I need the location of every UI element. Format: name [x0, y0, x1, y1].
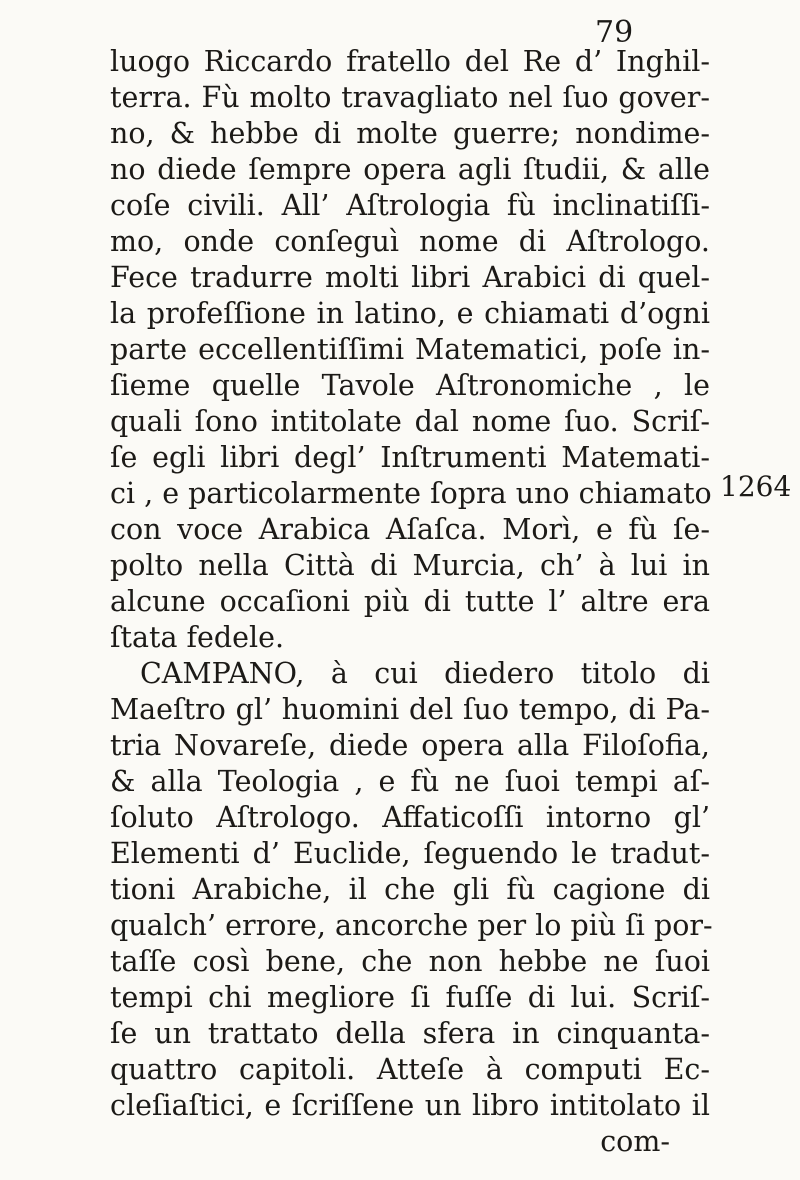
text-line: con voce Arabica Aſaſca. Morì, e fù ſe-: [110, 513, 710, 546]
text-line: tioni Arabiche, il che gli fù cagione di: [110, 873, 710, 906]
text-line: Fece tradurre molti libri Arabici di quel-: [110, 261, 710, 294]
text-line: ſe egli libri degl’ Inſtrumenti Matemati-: [110, 441, 710, 474]
text-line: ſoluto Aſtrologo. Affaticoſſi intorno gl’: [110, 801, 710, 834]
text-line: & alla Teologia , e fù ne ſuoi tempi aſ-: [110, 765, 710, 798]
text-line: tria Novareſe, diede opera alla Filoſofia,: [110, 729, 710, 762]
text-line: Maeſtro gl’ huomini del ſuo tempo, di Pa-: [110, 693, 710, 726]
catchword: com-: [600, 1125, 670, 1158]
text-line: ſieme quelle Tavole Aſtronomiche , le: [110, 369, 710, 402]
page-number: 79: [595, 15, 634, 50]
text-line: CAMPANO, à cui diedero titolo di: [140, 657, 710, 690]
text-line: tempi chi megliore ſi fuſſe di lui. Scriſ-: [110, 981, 710, 1014]
text-line: alcune occaſioni più di tutte l’ altre era: [110, 585, 710, 618]
paragraph-riccardo: [110, 44, 710, 656]
text-line: mo, onde conſeguì nome di Aſtrologo.: [110, 225, 710, 258]
text-line: ſe un trattato della sfera in cinquanta-: [110, 1017, 710, 1050]
margin-year-note: 1264: [720, 470, 792, 503]
paragraph-campano: [110, 656, 713, 1124]
text-line: no, & hebbe di molte guerre; nondime-: [110, 117, 710, 150]
text-line: cleſiaſtici, e ſcriſſene un libro intitolato il: [110, 1089, 710, 1122]
body-text: [110, 44, 713, 1160]
text-line: qualch’ errore, ancorche per lo più ſi por-: [110, 909, 713, 942]
text-line: no diede ſempre opera agli ſtudii, & alle: [110, 153, 710, 186]
text-line: luogo Riccardo fratello del Re d’ Inghil-: [110, 45, 710, 78]
text-line: ci , e particolarmente ſopra uno chiamato: [110, 477, 712, 510]
text-line: la profeſſione in latino, e chiamati d’ogni: [110, 297, 710, 330]
text-line: taſſe così bene, che non hebbe ne ſuoi: [110, 945, 710, 978]
text-line: ſtata fedele.: [110, 621, 285, 654]
text-line: Elementi d’ Euclide, ſeguendo le tradut-: [110, 837, 710, 870]
text-line: quali ſono intitolate dal nome ſuo. Scriſ-: [110, 405, 710, 438]
text-line: polto nella Città di Murcia, ch’ à lui in: [110, 549, 710, 582]
text-line: terra. Fù molto travagliato nel ſuo gover-: [110, 81, 710, 114]
text-line: quattro capitoli. Atteſe à computi Ec-: [110, 1053, 710, 1086]
text-line: coſe civili. All’ Aſtrologia fù inclinatiſſi-: [110, 189, 710, 222]
text-line: parte eccellentiſſimi Matematici, poſe in-: [110, 333, 710, 366]
